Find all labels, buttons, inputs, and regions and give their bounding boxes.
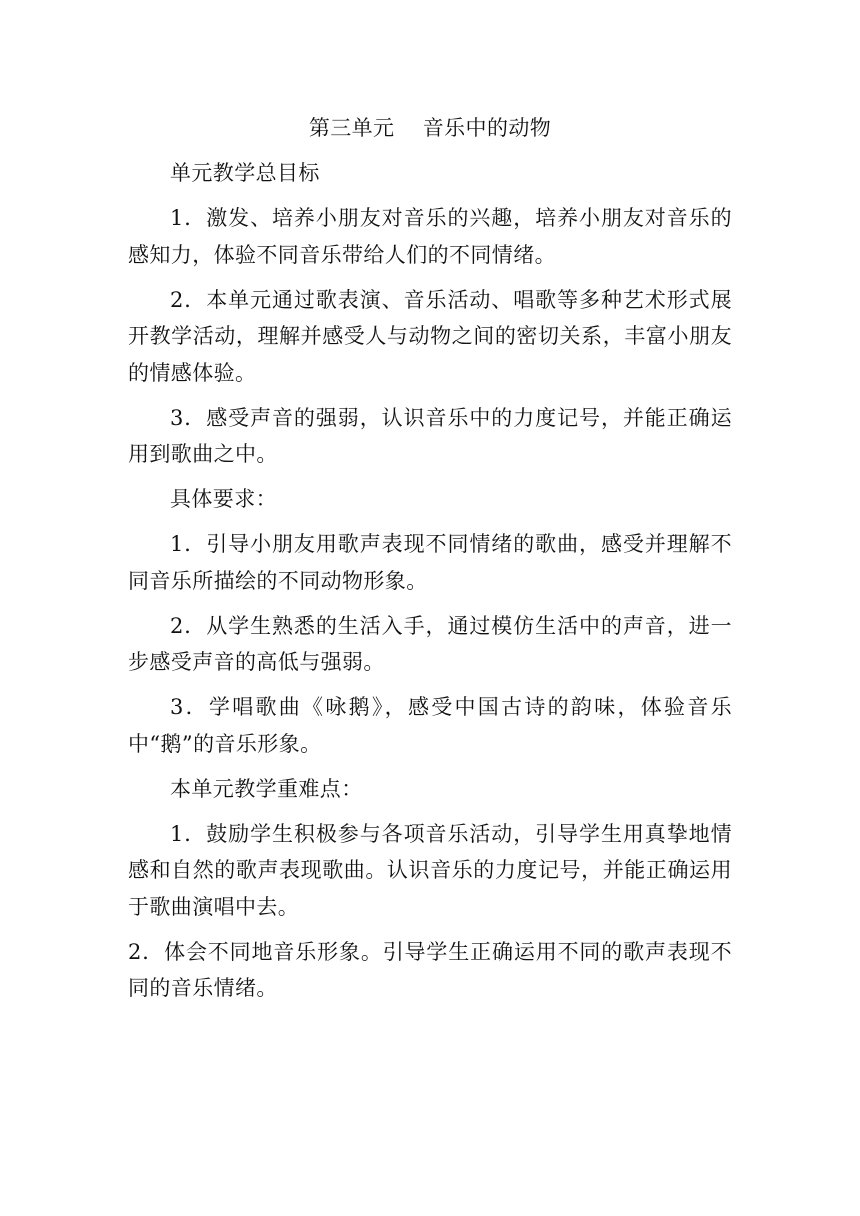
document-body <box>128 110 732 1015</box>
section-heading-requirements: 具体要求： <box>170 487 277 511</box>
goal-item-3: 3．感受声音的强弱，认识音乐中的力度记号，并能正确运用到歌曲之中。 <box>128 405 732 466</box>
key-point-item-1: 1．鼓励学生积极参与各项音乐活动，引导学生用真挚地情感和自然的歌声表现歌曲。认识音乐的力度记号，并能正确运用于歌曲演唱中去。 <box>128 821 732 919</box>
requirement-item-1: 1．引导小朋友用歌声表现不同情绪的歌曲，感受并理解不同音乐所描绘的不同动物形象。 <box>128 532 732 593</box>
unit-title: 第三单元 音乐中的动物 <box>308 116 552 140</box>
requirement-item-3: 3．学唱歌曲《咏鹅》，感受中国古诗的韵味，体验音乐中“鹅”的音乐形象。 <box>128 695 732 756</box>
section-heading-overall-goals: 单元教学总目标 <box>170 161 320 185</box>
goal-item-2: 2．本单元通过歌表演、音乐活动、唱歌等多种艺术形式展开教学活动，理解并感受人与动物之间的密切关系，丰富小朋友的情感体验。 <box>128 287 732 385</box>
key-point-item-2: 2．体会不同地音乐形象。引导学生正确运用不同的歌声表现不同的音乐情绪。 <box>128 939 732 1000</box>
goal-item-1: 1．激发、培养小朋友对音乐的兴趣，培养小朋友对音乐的感知力，体验不同音乐带给人们的不同情绪。 <box>128 206 732 267</box>
requirement-item-2: 2．从学生熟悉的生活入手，通过模仿生活中的声音，进一步感受声音的高低与强弱。 <box>128 613 732 674</box>
section-heading-key-points: 本单元教学重难点： <box>170 776 363 801</box>
